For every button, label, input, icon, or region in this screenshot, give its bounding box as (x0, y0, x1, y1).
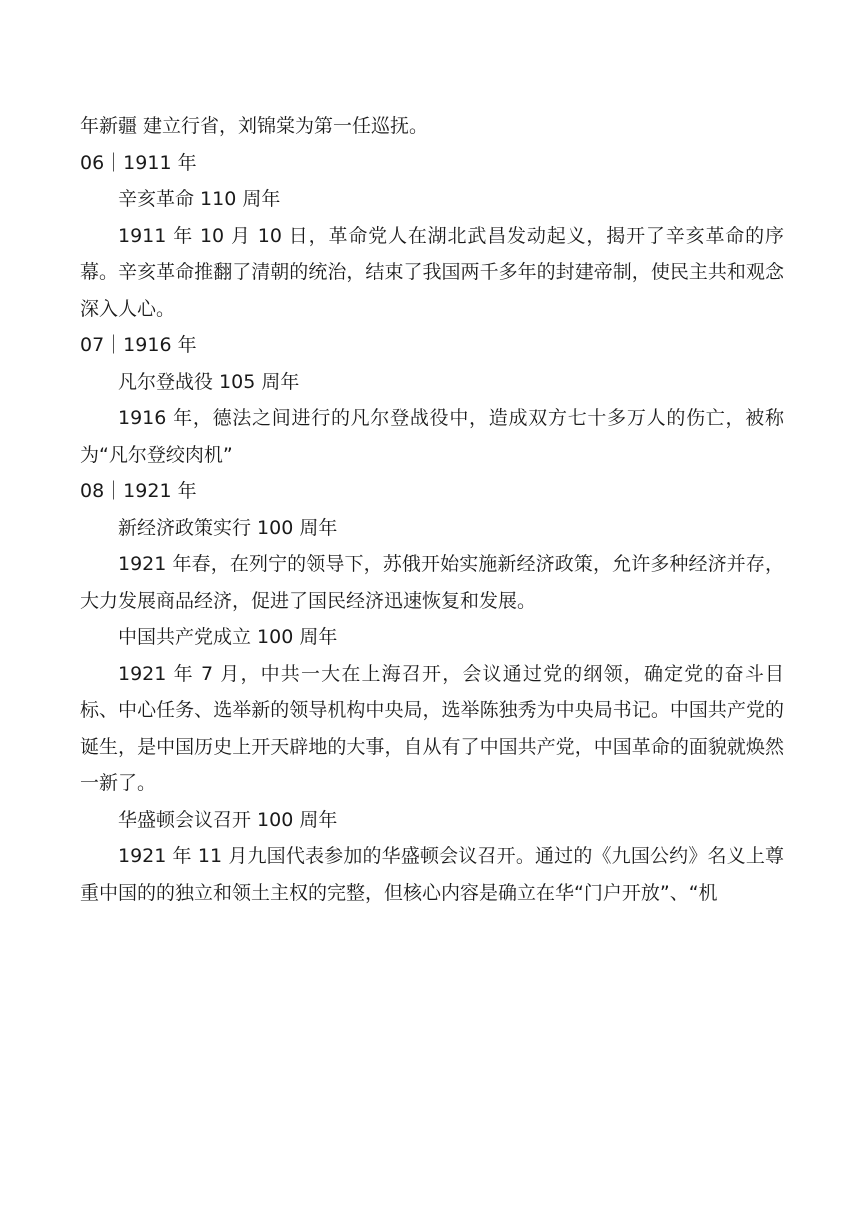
continued-line: 年新疆 建立行省，刘锦棠为第一任巡抚。 (80, 115, 429, 137)
event-title-verdun: 凡尔登战役 105 周年 (118, 370, 300, 393)
event-title-washington: 华盛顿会议召开 100 周年 (118, 808, 338, 831)
section-heading-06: 06｜1911 年 (80, 151, 197, 174)
event-body-verdun: 1916 年，德法之间进行的凡尔登战役中，造成双方七十多万人的伤亡，被称为“凡尔登绞肉机” (80, 407, 784, 466)
event-body-cpc: 1921 年 7 月，中共一大在上海召开，会议通过党的纲领，确定党的奋斗目标、中心任务、选举新的领导机构中央局，选举陈独秀为中央局书记。中国共产党的诞生，是中国历史上开天辟地的大事，自从有了中国共产党，中国革命的面貌就焕然一新了。 (80, 662, 784, 794)
section-heading-07: 07｜1916 年 (80, 334, 197, 356)
event-title-cpc: 中国共产党成立 100 周年 (118, 626, 338, 648)
section-heading-08: 08｜1921 年 (80, 480, 197, 502)
event-title-nep: 新经济政策实行 100 周年 (118, 516, 338, 539)
document-page (80, 108, 784, 911)
event-title-xinhai: 辛亥革命 110 周年 (118, 188, 281, 210)
event-body-nep: 1921 年春，在列宁的领导下，苏俄开始实施新经济政策，允许多种经济并存，大力发展商品经济，促进了国民经济迅速恢复和发展。 (80, 553, 784, 612)
event-body-xinhai: 1911 年 10 月 10 日，革命党人在湖北武昌发动起义，揭开了辛亥革命的序幕。辛亥革命推翻了清朝的统治，结束了我国两千多年的封建帝制，使民主共和观念深入人心。 (80, 224, 784, 320)
event-body-washington: 1921 年 11 月九国代表参加的华盛顿会议召开。通过的《九国公约》名义上尊重中国的的独立和领土主权的完整，但核心内容是确立在华“门户开放”、“机 (80, 845, 784, 904)
